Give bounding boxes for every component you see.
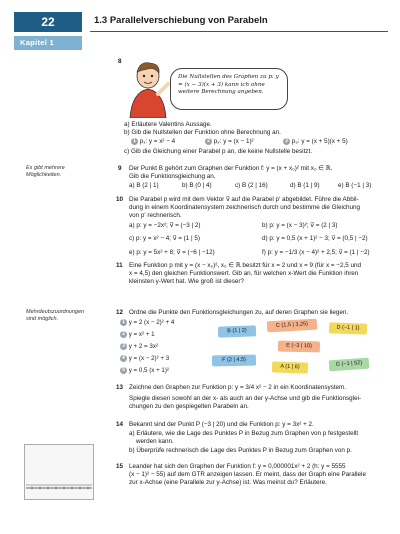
task12-equation-1	[120, 319, 174, 327]
equation: y = x² + 1	[128, 331, 155, 339]
equation: p₃: y = (x + 5)(x + 5)	[291, 138, 348, 146]
task11-line1: Eine Funktion p mit y = (x − x₀)², x₀ ∈ ℝ besitzt für x = 2 und x = 9 (für x = −2,5 und	[129, 262, 361, 269]
task9-item-c: c) B (2 | 16)	[235, 182, 268, 189]
speech-bubble: Die Nullstellen des Graphen zu p: y = (x − 3)(x + 3) kann ich ohne weitere Berechnung angeben.	[170, 68, 288, 110]
task13-number: 13	[116, 384, 124, 391]
task8-number: 8	[118, 58, 122, 65]
point-card-f[interactable]: F (2 | 4,5)	[212, 355, 256, 367]
point-card-a[interactable]: A (1 | 6)	[272, 361, 308, 373]
task10-item-b: b) p: y = (x − 3)²; v⃗ = (2 | 3)	[262, 222, 338, 229]
number-badge: 3	[283, 138, 290, 145]
task11-line2: x = 4,5) den gleichen Funktionswert. Gib an, für welchen x-Wert die Funktion ihren	[129, 270, 359, 277]
number-badge: 1	[131, 138, 138, 145]
task12-equation-2	[120, 331, 155, 339]
task14-a2: werden kann.	[136, 438, 174, 445]
number-badge: 2	[205, 138, 212, 145]
task10-item-e: e) p: y = 5x² + 8; v⃗ = (−6 | −12)	[129, 249, 215, 256]
task14-number: 14	[116, 421, 124, 428]
point-card-d[interactable]: D (−1 | 1)	[329, 322, 367, 334]
task10-item-f: f) p: y = −1/3 (x − 4)² + 2,5; v⃗ = (1 | −2)	[262, 249, 370, 256]
equation: p₂: y = (x − 1)²	[213, 138, 254, 146]
number-badge: 4	[120, 355, 127, 362]
task14-a1: a) Erläutere, wie die Lage des Punktes P in Bezug zum Graphen von p festgestellt	[129, 430, 359, 437]
point-card-b[interactable]: B (1 | 2)	[218, 325, 256, 337]
student-illustration	[124, 60, 172, 118]
task10-item-a: a) p: y = −2x²; v⃗ = (−3 | 2)	[129, 222, 201, 229]
task12-equation-4	[120, 355, 169, 363]
task9-item-e: e) B (−1 | 3)	[338, 182, 372, 189]
page-number: 22	[14, 12, 82, 32]
task8-b-item-3	[283, 138, 348, 146]
number-badge: 2	[120, 331, 127, 338]
task13-line3: chungen zu den gespiegelten Parabeln an.	[129, 403, 249, 410]
point-card-c[interactable]: C (1,5 | 3,25)	[267, 319, 318, 333]
equation: p₁: y = x² − 4	[139, 138, 176, 146]
section-title: 1.3 Parallelverschiebung von Parabeln	[90, 11, 388, 32]
task9-number: 9	[118, 165, 122, 172]
task10-number: 10	[116, 196, 124, 203]
task8-c: c) Gib die Gleichung einer Parabel p an, die keine Nullstelle besitzt.	[124, 148, 312, 155]
task11-number: 11	[116, 262, 123, 269]
task15-line3: zur x-Achse (eine Parallele zur y-Achse) ist. Was meinst du? Erläutere.	[129, 479, 327, 486]
task13-line1: Zeichne den Graphen zur Funktion p: y = 3/4 x² − 2 in ein Koordinatensystem.	[129, 384, 347, 391]
calculator-screen-graph	[24, 444, 94, 500]
task9-item-d: d) B (1 | 9)	[290, 182, 320, 189]
equation: y = 2 (x − 2)² + 4	[128, 319, 175, 327]
task10-item-d: d) p: y = 0,5 (x + 1)² − 3; v⃗ = (0,5 | −2)	[262, 235, 368, 242]
equation: y + 2 = 3x²	[128, 343, 158, 351]
task10-line3: von p' rechnerisch.	[129, 212, 182, 219]
equation: y = 0,5 (x + 1)²	[128, 367, 169, 375]
task15-line1: Leander hat sich den Graphen der Funktion f: y = 0,000001x² + 2 (h: y = 5555	[129, 463, 346, 470]
margin-note-1: Es gibt mehrere Möglichkeiten.	[26, 165, 65, 178]
task8-b-item-1	[131, 138, 175, 146]
margin-note-2: Mehrdeutszuordnungen sind möglich.	[26, 309, 85, 322]
point-card-g[interactable]: G (−1 | 52)	[329, 358, 370, 372]
task9-item-a: a) B (2 | 1)	[129, 182, 159, 189]
task10-item-c: c) p: y = x² − 4; v⃗ = (1 | 5)	[129, 235, 200, 242]
task12-line1: Ordne die Punkte den Funktionsgleichungen zu, auf deren Graphen sie liegen.	[129, 309, 349, 316]
task12-equation-5	[120, 367, 169, 375]
number-badge: 5	[120, 367, 127, 374]
task8-a: a) Erläutere Valentins Aussage.	[124, 121, 212, 128]
task14-line1: Bekannt sind der Punkt P (−3 | 20) und die Funktion p: y = 3x² + 2.	[129, 421, 314, 428]
task12-equation-3	[120, 343, 158, 351]
task11-line3: kleinsten y-Wert hat. Wie groß ist dieser?	[129, 278, 245, 285]
point-card-e[interactable]: E (−3 | 10)	[278, 341, 320, 353]
task8-b: b) Gib die Nullstellen der Funktion ohne Berechnung an.	[124, 129, 281, 136]
task12-number: 12	[116, 309, 124, 316]
chapter-label: Kapitel 1	[14, 36, 82, 50]
task9-item-b: b) B (0 | 4)	[182, 182, 212, 189]
number-badge: 1	[120, 319, 127, 326]
task14-b: b) Überprüfe rechnerisch die Lage des Punktes P in Bezug zum Graphen von p.	[129, 447, 352, 454]
task15-number: 15	[116, 463, 124, 470]
equation: y = (x − 2)² + 3	[128, 355, 170, 363]
task15-line2: (x − 1)² − 55) auf dem GTR anzeigen lassen. Er meint, dass der Graph eine Parallele	[129, 471, 366, 478]
task9-line1: Der Punkt B gehört zum Graphen der Funktion f: y = (x + x₀)² mit x₀ ∈ ℝ.	[129, 165, 333, 172]
task10-line2: dung in einem Koordinatensystem zeichnerisch durch und bestimme die Gleichung	[129, 204, 361, 211]
task9-line2: Gib die Funktionsgleichung an.	[129, 173, 216, 180]
task8-b-item-2	[205, 138, 254, 146]
task10-line1: Die Parabel p wird mit dem Vektor v⃗ auf die Parabel p' abgebildet. Führe die Abbil-	[129, 196, 359, 203]
task13-line2: Spiegle diesen sowohl an der x- als auch an der y-Achse und gib die Funktionsglei-	[129, 395, 362, 402]
number-badge: 3	[120, 343, 127, 350]
